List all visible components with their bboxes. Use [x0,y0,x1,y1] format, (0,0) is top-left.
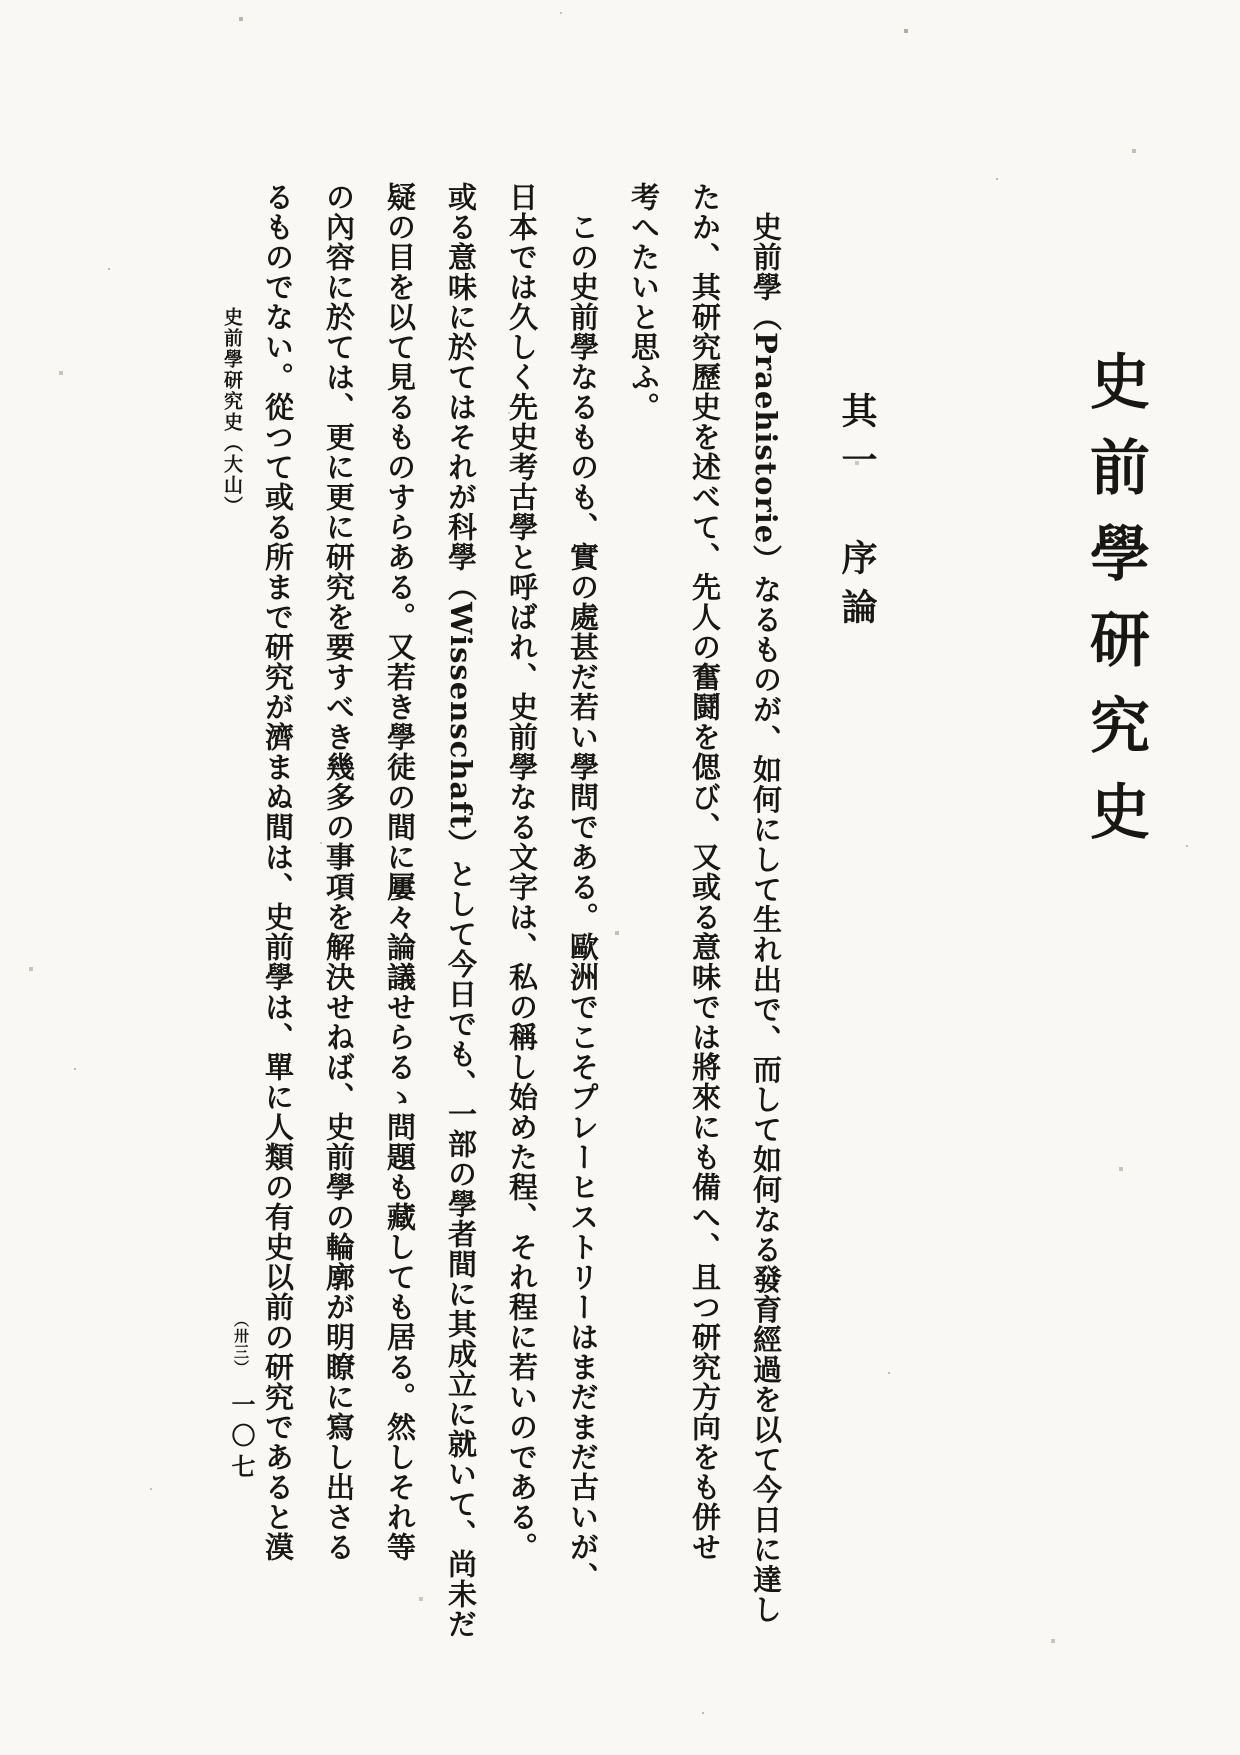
scan-noise-speckles [0,0,2,2]
footer-installment-number: （卅三） [232,1312,250,1376]
body-text [247,182,796,1747]
footer-page-number: 一〇七 [227,1392,256,1485]
text-column: この史前學なるものも、實の處甚だ若い學問である。歐洲でこそプレーヒストリーはまだまだ古いが、 [566,182,600,1592]
text-column: るものでない。從つて或る所まで研究が濟まぬ間は、史前學は、單に人類の有史以前の研究であると漠 [261,182,295,1562]
text-column: 疑の目を以て見るものすらある。又若き學徒の間に屢々論議せらるゝ問題も藏しても居る。然しそれ等 [383,182,417,1562]
page-title: 史前學研究史 [1080,350,1150,866]
text-column: 史前學（Praehistorie）なるものが、如何にして生れ出で、而して如何なる發育經過を以て今日に達し [749,182,783,1625]
text-column: 日本では久しく先史考古學と呼ばれ、史前學なる文字は、私の稱し始めた程、それ程に若いのである。 [505,182,539,1562]
text-column: 考へたいと思ふ。 [627,182,661,422]
text-column: の內容に於ては、更に更に研究を要すべき幾多の事項を解決せねば、史前學の輪廓が明瞭に寫し出さる [322,182,356,1562]
section-heading: 其一 序論 [836,392,878,637]
text-column: 或る意味に於てはそれが科學（Wissenschaft）として今日でも、一部の學者間に其成立に就いて、尚未だ [444,182,478,1639]
text-column: たか、其研究歷史を述べて、先人の奮鬪を偲び、又或る意味では將來にも備へ、且つ研究方向をも併せ [688,182,722,1562]
running-title: 史前學研究史（大山） [221,307,243,517]
